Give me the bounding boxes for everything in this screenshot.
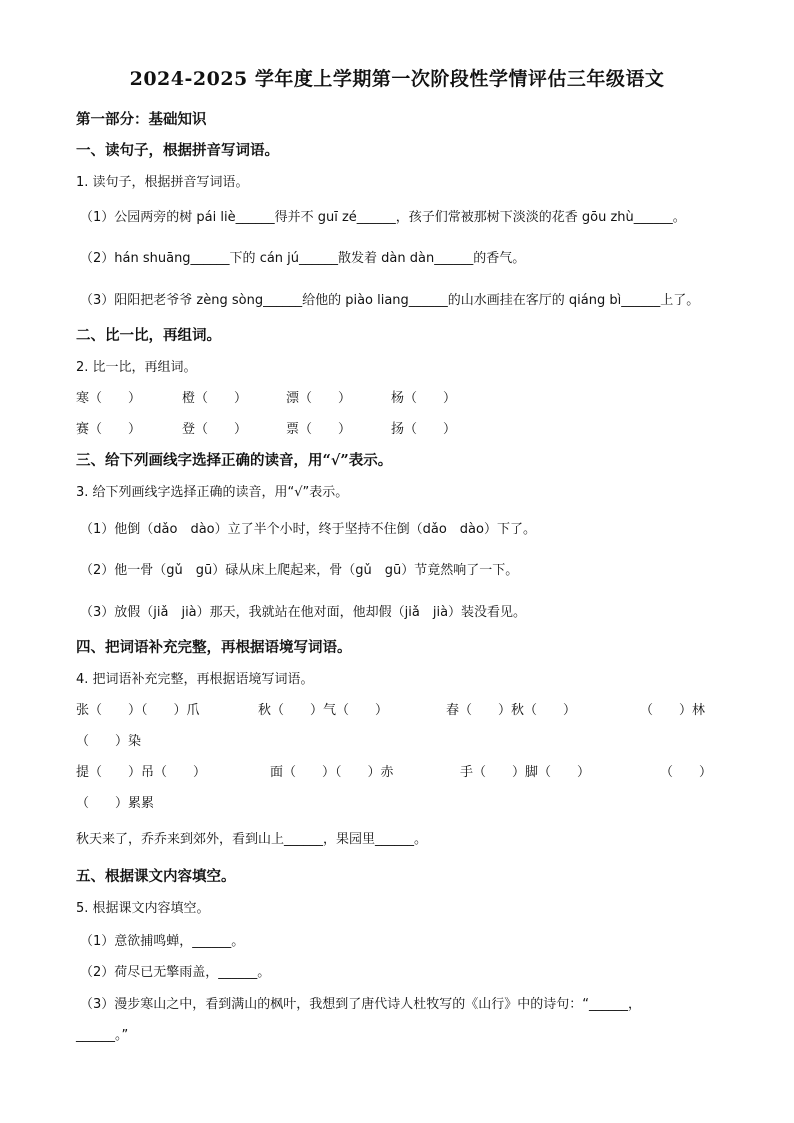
idiom-item: 秋（ ）气（ ） [258, 703, 389, 718]
question-3-item-1: （1）他倒（dǎo dào）立了半个小时，终于坚持不住倒（dǎo dào）下了。 [80, 522, 536, 537]
compare-item: 漂（ ） [286, 391, 352, 406]
compare-item: 票（ ） [286, 422, 352, 437]
question-4-stem: 4. 把词语补充完整，再根据语境写词语。 [76, 672, 314, 687]
compare-item: 杨（ ） [391, 391, 457, 406]
compare-item: 橙（ ） [182, 391, 248, 406]
question-5-item-2: （2）荷尽已无擎雨盖，______。 [80, 965, 271, 980]
compare-item: 寒（ ） [76, 391, 142, 406]
section-2-heading: 二、比一比，再组词。 [76, 327, 221, 344]
idiom-item: 手（ ）脚（ ） [460, 765, 591, 780]
question-1-item-1: （1）公园两旁的树 pái liè______得并不 guī zé______，孩子们常被那树下淡淡的花香 gōu zhù______。 [80, 210, 686, 225]
part-heading: 第一部分：基础知识 [76, 111, 207, 128]
question-5-item-1: （1）意欲捕鸣蝉，______。 [80, 934, 245, 949]
question-1-item-3: （3）阳阳把老爷爷 zèng sòng______给他的 piào liang______的山水画挂在客厅的 qiáng bì______上了。 [80, 293, 700, 308]
question-3-item-2: （2）他一骨（gǔ gū）碌从床上爬起来，骨（gǔ gū）节竟然响了一下。 [80, 563, 519, 578]
question-2-stem: 2. 比一比，再组词。 [76, 360, 197, 375]
idiom-item: 张（ ）（ ）爪 [76, 703, 200, 718]
section-3-heading: 三、给下列画线字选择正确的读音，用“√”表示。 [76, 452, 393, 469]
question-5-stem: 5. 根据课文内容填空。 [76, 901, 210, 916]
context-sentence: 秋天来了，乔乔来到郊外，看到山上______，果园里______。 [76, 832, 428, 847]
page-title: 2024-2025 学年度上学期第一次阶段性学情评估三年级语文 [129, 68, 665, 90]
compare-item: 赛（ ） [76, 422, 142, 437]
question-5-item-3-continued: ______。” [76, 1028, 129, 1043]
compare-item: 扬（ ） [391, 422, 457, 437]
question-3-item-3: （3）放假（jiǎ jià）那天，我就站在他对面，他却假（jiǎ jià）装没看见。 [80, 605, 527, 620]
idiom-item: （ ） [660, 765, 713, 780]
idiom-item: 春（ ）秋（ ） [446, 703, 577, 718]
question-1-stem: 1. 读句子，根据拼音写词语。 [76, 175, 249, 190]
section-1-heading: 一、读句子，根据拼音写词语。 [76, 142, 279, 159]
section-4-heading: 四、把词语补充完整，再根据语境写词语。 [76, 639, 352, 656]
idiom-item: （ ）林 [640, 703, 706, 718]
idiom-item: （ ）累累 [76, 796, 155, 811]
compare-item: 登（ ） [182, 422, 248, 437]
idiom-item: 面（ ）（ ）赤 [270, 765, 394, 780]
question-5-item-3: （3）漫步寒山之中，看到满山的枫叶，我想到了唐代诗人杜牧写的《山行》中的诗句：“______， [80, 997, 642, 1012]
idiom-item: 提（ ）吊（ ） [76, 765, 207, 780]
question-3-stem: 3. 给下列画线字选择正确的读音，用“√”表示。 [76, 485, 349, 500]
section-5-heading: 五、根据课文内容填空。 [76, 868, 236, 885]
idiom-item: （ ）染 [76, 734, 142, 749]
question-1-item-2: （2）hán shuāng______下的 cán jú______散发着 dàn dàn______的香气。 [80, 251, 526, 266]
